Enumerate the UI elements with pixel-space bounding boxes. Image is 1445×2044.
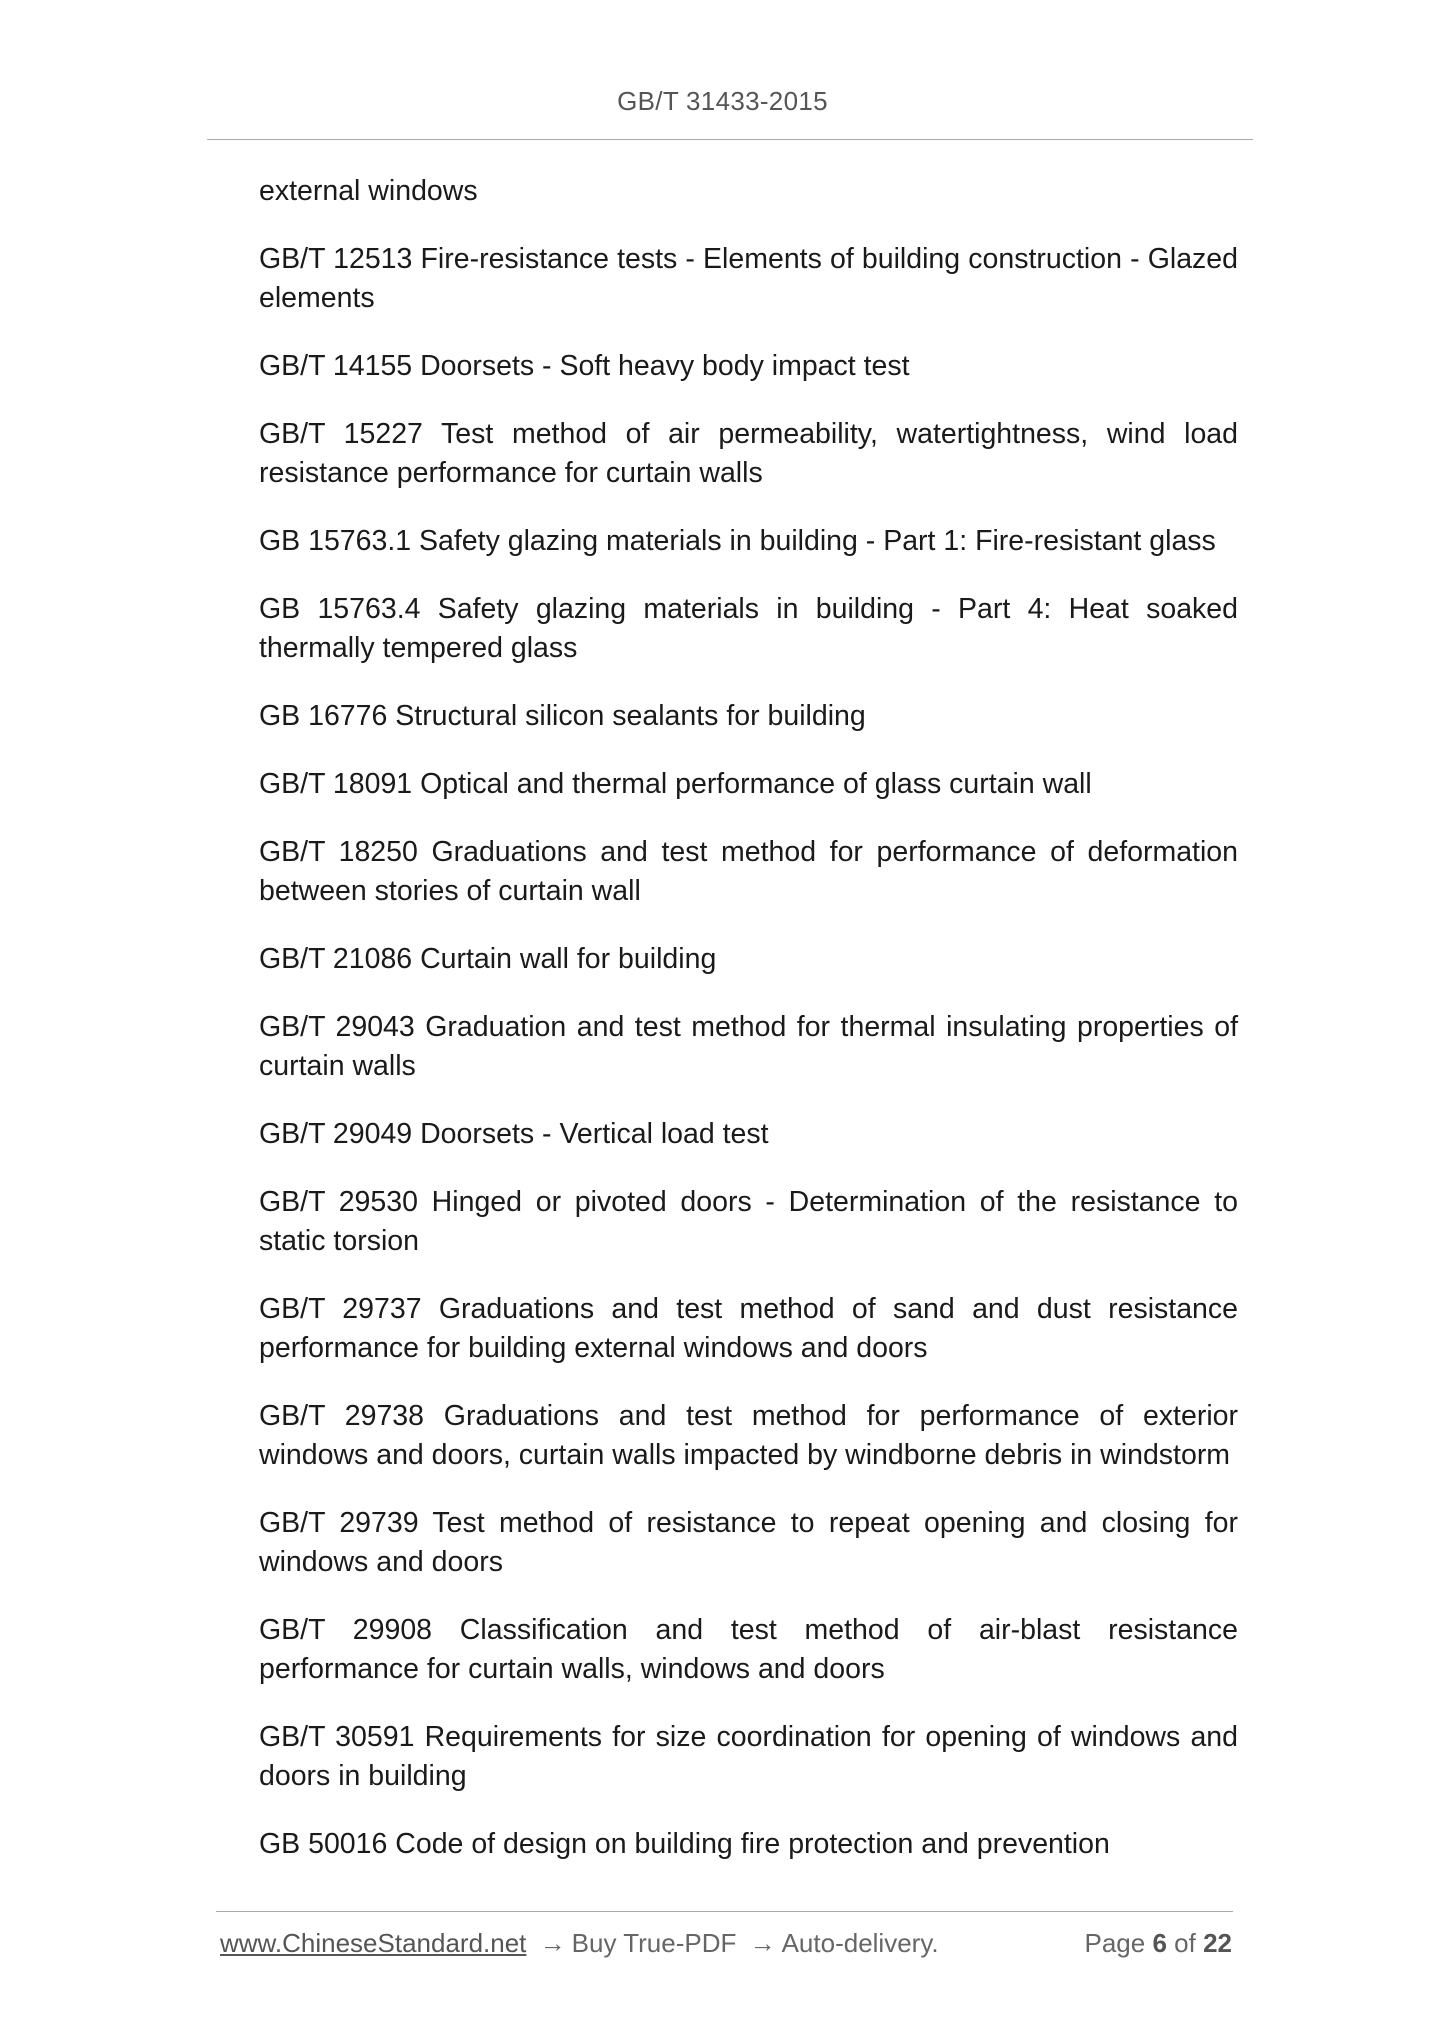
reference-entry: GB/T 21086 Curtain wall for building bbox=[259, 943, 717, 975]
page-total: 22 bbox=[1203, 1928, 1232, 1958]
reference-entry: GB 16776 Structural silicon sealants for building bbox=[259, 700, 866, 732]
footer-delivery-text: Auto-delivery. bbox=[781, 1928, 939, 1958]
website-link[interactable]: www.ChineseStandard.net bbox=[220, 1928, 527, 1958]
page-number bbox=[1084, 1928, 1232, 1959]
arrow-right-icon: → bbox=[539, 1928, 566, 1958]
reference-entry: GB/T 12513 Fire-resistance tests - Elements of building construction - Glazed elements bbox=[259, 243, 1238, 314]
reference-entry: GB/T 29908 Classification and test method of air-blast resistance performance for curtain walls, windows and doors bbox=[259, 1614, 1238, 1685]
reference-entry: GB/T 29049 Doorsets - Vertical load test bbox=[259, 1118, 769, 1150]
reference-entry: GB/T 14155 Doorsets - Soft heavy body impact test bbox=[259, 350, 910, 382]
page-footer bbox=[220, 1928, 1232, 1964]
footer-divider bbox=[216, 1911, 1233, 1912]
page-label: Page bbox=[1084, 1928, 1146, 1958]
reference-entry: GB/T 18250 Graduations and test method for performance of deformation between stories of curtain wall bbox=[259, 836, 1238, 907]
footer-buy-text: Buy True-PDF bbox=[571, 1928, 737, 1958]
reference-entry: GB/T 18091 Optical and thermal performance of glass curtain wall bbox=[259, 768, 1092, 800]
reference-entry: GB/T 29739 Test method of resistance to repeat opening and closing for windows and doors bbox=[259, 1507, 1238, 1578]
reference-entry: GB 50016 Code of design on building fire protection and prevention bbox=[259, 1828, 1110, 1860]
reference-entry: GB/T 29530 Hinged or pivoted doors - Determination of the resistance to static torsion bbox=[259, 1186, 1238, 1257]
reference-entry: GB/T 29737 Graduations and test method of sand and dust resistance performance for building external windows and doors bbox=[259, 1293, 1238, 1364]
reference-entry: GB/T 30591 Requirements for size coordination for opening of windows and doors in building bbox=[259, 1721, 1238, 1792]
arrow-right-icon: → bbox=[749, 1928, 776, 1958]
reference-entry: GB 15763.1 Safety glazing materials in building - Part 1: Fire-resistant glass bbox=[259, 525, 1216, 557]
page-current: 6 bbox=[1152, 1928, 1167, 1958]
references-list bbox=[259, 172, 1238, 1893]
footer-promo bbox=[220, 1928, 939, 1959]
header-divider bbox=[207, 139, 1253, 140]
reference-entry: GB/T 29738 Graduations and test method for performance of exterior windows and doors, curtain walls impacted by windborne debris in windstorm bbox=[259, 1400, 1238, 1471]
reference-entry: external windows bbox=[259, 175, 478, 207]
page-header-title: GB/T 31433-2015 bbox=[617, 86, 828, 116]
reference-entry: GB/T 29043 Graduation and test method for thermal insulating properties of curtain walls bbox=[259, 1011, 1238, 1082]
page-of-label: of bbox=[1174, 1928, 1196, 1958]
reference-entry: GB/T 15227 Test method of air permeability, watertightness, wind load resistance performance for curtain walls bbox=[259, 418, 1238, 489]
reference-entry: GB 15763.4 Safety glazing materials in building - Part 4: Heat soaked thermally tempered glass bbox=[259, 593, 1238, 664]
